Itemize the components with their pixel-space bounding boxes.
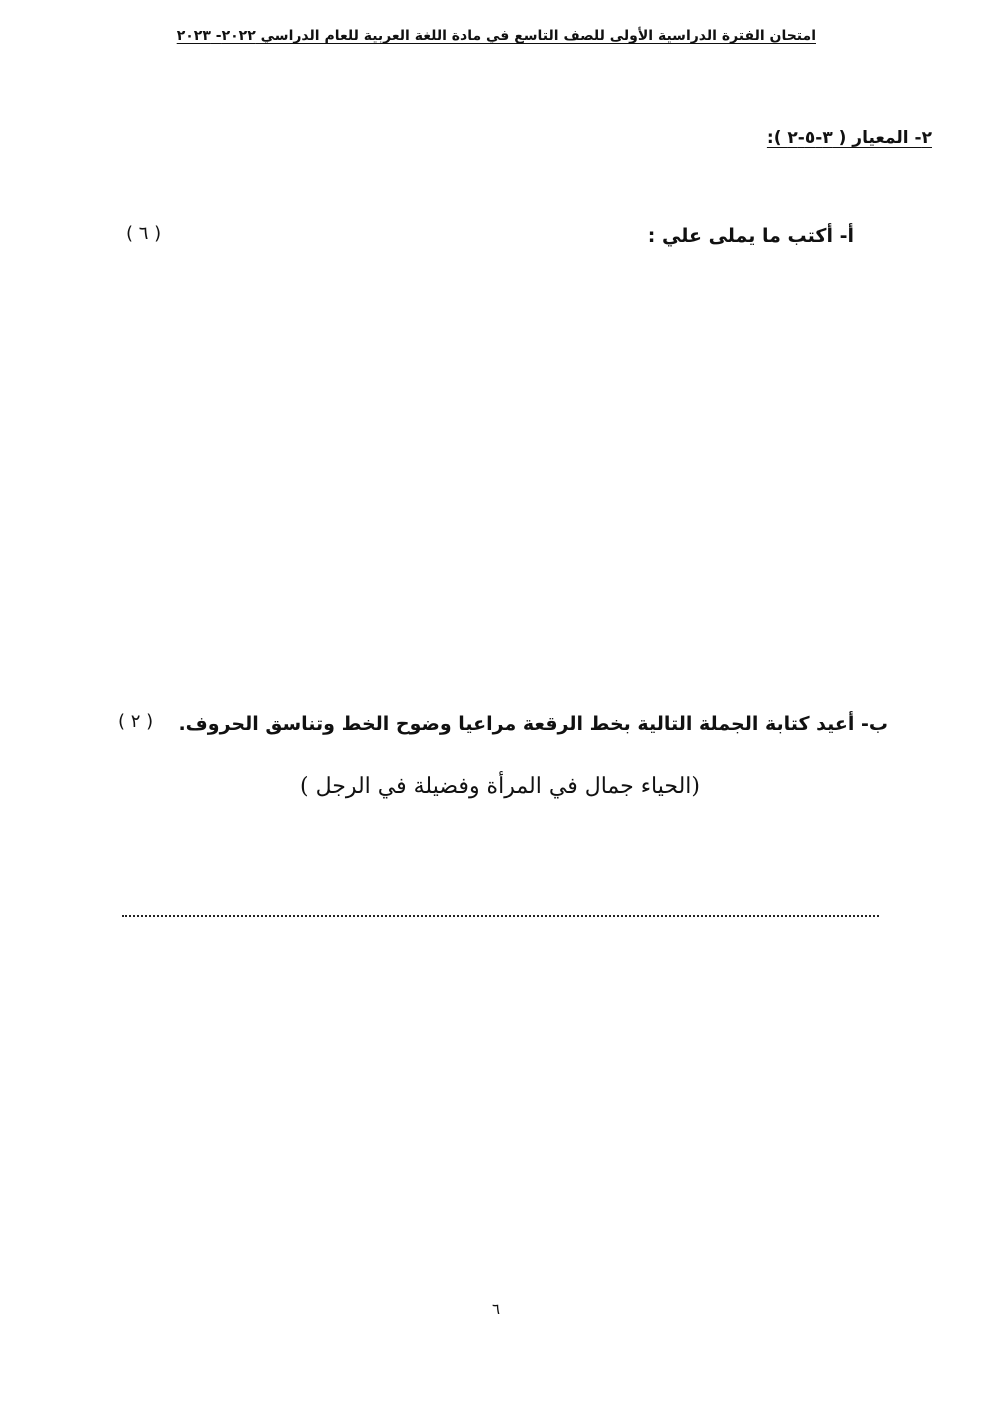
question-b-score: ( ٢ ) <box>118 711 154 732</box>
question-b-text: ب- أعيد كتابة الجملة التالية بخط الرقعة مراعيا وضوح الخط وتناسق الحروف. <box>178 713 888 735</box>
answer-dotted-line[interactable] <box>122 915 879 917</box>
question-a-text: أ- أكتب ما يملى علي : <box>647 225 854 247</box>
exam-header-title: امتحان الفترة الدراسية الأولى للصف التاسع في مادة اللغة العربية للعام الدراسي ٢٠٢٢- ٢٠٢٣ <box>176 28 816 44</box>
question-a-score: ( ٦ ) <box>126 223 162 244</box>
page-number: ٦ <box>491 1300 501 1318</box>
question-b-sentence: (الحياء جمال في المرأة وفضيلة في الرجل ) <box>300 774 700 799</box>
section-heading-standard: ٢- المعيار ( ٣-٥-٢ ): <box>766 128 932 148</box>
